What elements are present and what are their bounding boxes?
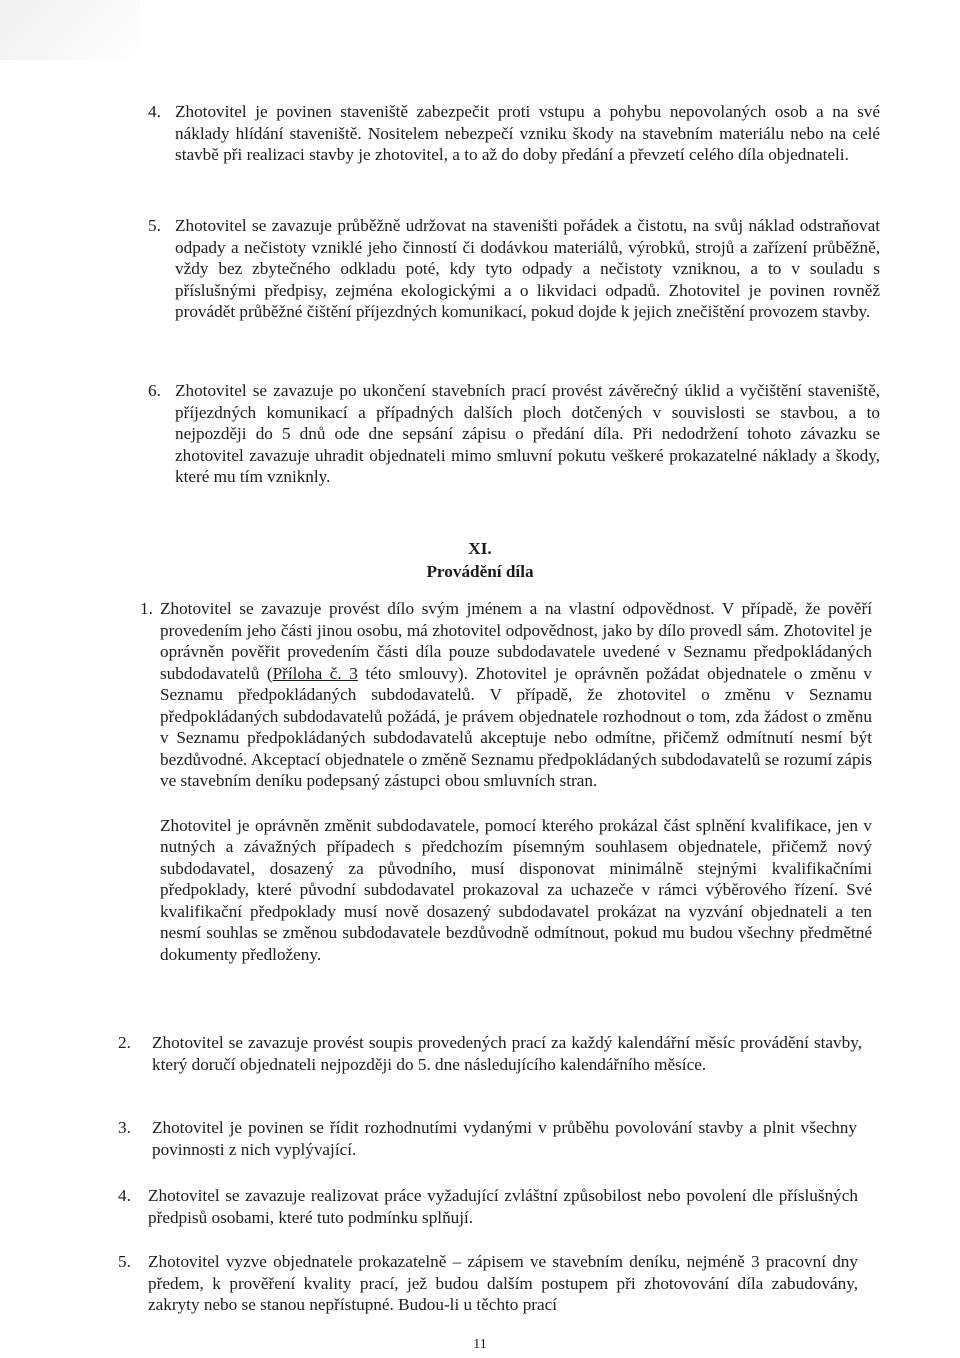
paragraph: Zhotovitel je povinen staveniště zabezpečit proti vstupu a pohybu nepovolaných osob a na své náklady hlídání staveniště. Nositelem nebezpečí vzniku škody na stavebním materiálu nebo na celé stavbě při realizaci stavby je zhotovitel, a to až do doby předání a převzetí celého díla objednateli.	[175, 102, 880, 164]
item-number: 1.	[140, 599, 153, 618]
item-text	[175, 380, 880, 488]
paragraph-text: Zhotovitel se zavazuje provést dílo svým jménem a na vlastní odpovědnost. V případě, že pověří provedením jeho části jinou osobu, má zhotovitel odpovědnost, jako by dílo provedl sám. Zhotovitel je oprávněn pověřit provedením části díla pouze subdodavatele uvedené v Seznamu předpokládaných subdodavatelů (	[160, 599, 872, 683]
paragraph: Zhotovitel je oprávněn změnit subdodavatele, pomocí kterého prokázal část splnění kvalifikace, jen v nutných a závažných případech s předchozím písemným souhlasem objednatele, přičemž nový subdodavatel, dosazený za původního, musí disponovat minimálně stejnými kvalifikačními předpoklady, které původní subdodavatel prokazoval za uchazeče v rámci výběrového řízení. Své kvalifikační předpoklady musí nově dosazený subdodavatel prokázat na vyzvání objednateli a ten nesmí souhlas se změnou subdodavatele bezdůvodně odmítnout, pokud mu budou všechny předmětné dokumenty předloženy.	[160, 815, 872, 964]
item-text: Zhotovitel se zavazuje realizovat práce vyžadující zvláštní způsobilost nebo povolení dle příslušných předpisů osobami, které tuto podmínku splňují.	[148, 1186, 858, 1227]
annex-link: Příloha č. 3	[272, 663, 358, 683]
chapter-number: XI.	[468, 539, 492, 558]
item-text: Zhotovitel vyzve objednatele prokazatelně – zápisem ve stavebním deníku, nejméně 3 pracovní dny předem, k prověření kvality prací, jež budou dalším postupem při zhotovování díla zabudovány, zakryty nebo se stanou nepřístupné. Budou-li u těchto prací	[148, 1252, 858, 1314]
item-number: 3.	[118, 1118, 131, 1137]
chapter-title: Provádění díla	[426, 562, 534, 581]
item-number: 4.	[148, 102, 161, 121]
item-number: 6.	[148, 381, 161, 400]
paragraph: Zhotovitel se zavazuje po ukončení stavebních prací provést závěrečný úklid a vyčištění staveniště, příjezdných komunikací a případných dalších ploch dotčených v souvislosti se stavbou, a to nejpozději do 5 dnů ode dne sepsání zápisu o předání díla. Při nedodržení tohoto závazku se zhotovitel zavazuje uhradit objednateli mimo smluvní pokutu veškeré prokazatelné náklady a škody, které mu tím vzniknly.	[175, 381, 880, 486]
scan-artifact	[0, 0, 140, 60]
item-number: 5.	[118, 1252, 131, 1271]
item-number: 4.	[118, 1186, 131, 1205]
item-text	[160, 598, 872, 965]
paragraph-text: této smlouvy). Zhotovitel je oprávněn požádat objednatele o změnu v Seznamu předpokládaných subdodavatelů. V případě, že zhotovitel o změnu v Seznamu předpokládaných subdodavatelů požádá, je právem objednatele rozhodnout o tom, zda žádost o změnu v Seznamu předpokládaných subdodavatelů akceptuje nebo odmítne, přičemž odmítnutí nesmí být bezdůvodné. Akceptací objednatele o změně Seznamu předpokládaných subdodavatelů se rozumí zápis ve stavebním deníku podepsaný zástupci obou smluvních stran.	[160, 663, 872, 790]
item-number: 2.	[118, 1033, 131, 1052]
paragraph: Zhotovitel se zavazuje průběžně udržovat na staveništi pořádek a čistotu, na svůj náklad odstraňovat odpady a nečistoty vzniklé jeho činností či dodávkou materiálů, výrobků, strojů a zařízení průběžně, vždy bez zbytečného odkladu poté, kdy tyto odpady a nečistoty vzniknou, a to v souladu s příslušnými předpisy, zejména ekologickými a o likvidaci odpadů. Zhotovitel je povinen rovněž provádět průběžné čištění příjezdných komunikací, pokud dojde k jejich znečištění provozem stavby.	[175, 216, 880, 321]
item-text	[175, 101, 880, 166]
item-text: Zhotovitel se zavazuje provést soupis provedených prací za každý kalendářní měsíc provádění stavby, který doručí objednateli nejpozději do 5. dne následujícího kalendářního měsíce.	[152, 1033, 862, 1074]
page-number: 11	[473, 1337, 487, 1352]
item-number: 5.	[148, 216, 161, 235]
paragraph	[160, 598, 872, 792]
item-text: Zhotovitel je povinen se řídit rozhodnutími vydanými v průběhu povolování stavby a plnit všechny povinnosti z nich vyplývající.	[152, 1118, 857, 1159]
item-text	[175, 215, 880, 323]
